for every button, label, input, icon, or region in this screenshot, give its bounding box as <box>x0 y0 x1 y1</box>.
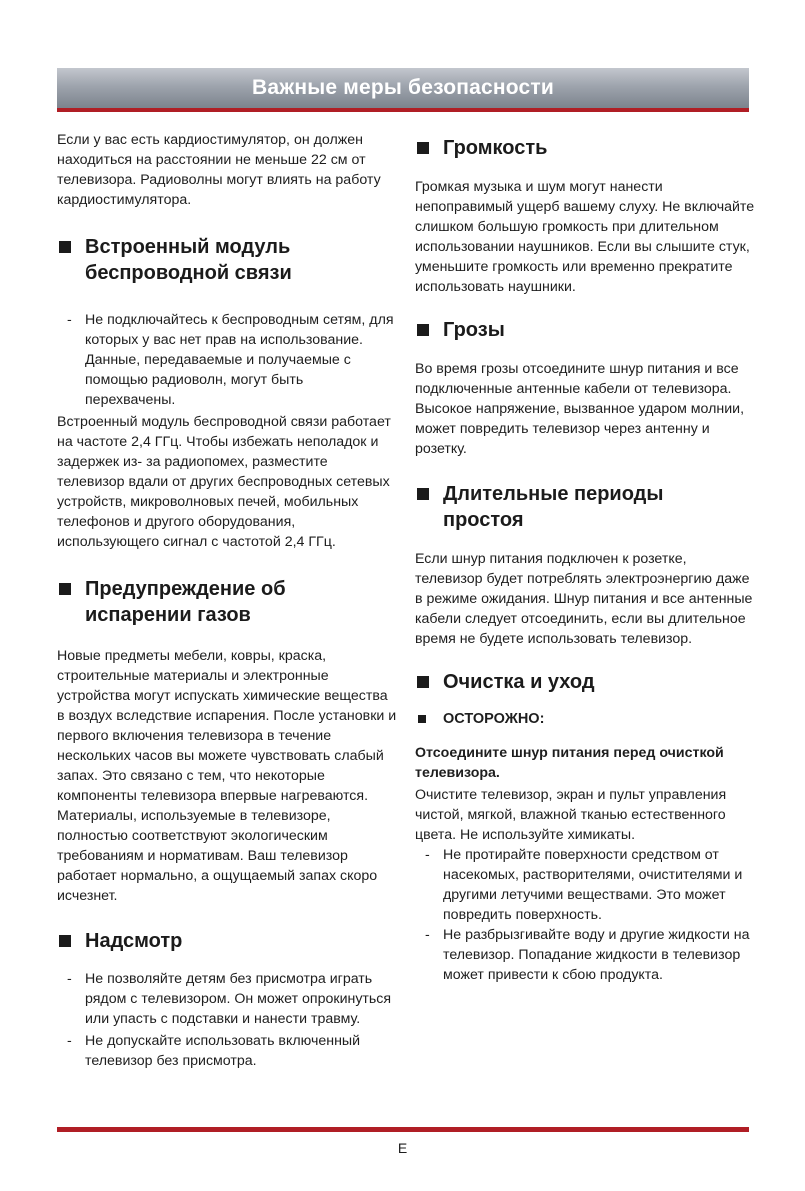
gas-paragraph: Новые предметы мебели, ковры, краска, строительные материалы и электронные устройства могут испускать химические вещества в воздух вследствие испарения. После установки и первого включения телевизора в течение нескольких часов вы можете чувствовать слабый запах. Это связано с тем, что некоторые компоненты телевизора впервые нагреваются. Материалы, используемые в телевизоре, полностью соответствуют экологическим требованиям и нормативам. Ваш телевизор работает нормально, а ощущаемый запах скоро исчезнет. <box>57 648 397 904</box>
idle-paragraph: Если шнур питания подключен к розетке, телевизор будет потреблять электроэнергию даже в режиме ожидания. Шнур питания и все антенные кабели следует отсоединить, если вы длительное время не будете использовать телевизор. <box>415 551 753 647</box>
supervision-list <box>57 969 397 1071</box>
list-item: - Не позволяйте детям без присмотра играть рядом с телевизором. Он может опрокинуться или упасть с подставки и нанести травму. <box>57 969 397 1029</box>
page-indicator: E <box>397 1140 408 1156</box>
cleaning-paragraph: Очистите телевизор, экран и пульт управления чистой, мягкой, влажной тканью естественного цвета. Не используйте химикаты. <box>415 787 727 843</box>
cleaning-heading: Очистка и уход <box>415 669 755 695</box>
wireless-paragraph: Встроенный модуль беспроводной связи работает на частоте 2,4 ГГц. Чтобы избежать неполадок и задержек из- за радиопомех, разместите телевизор вдали от других беспроводных сетевых устройств, микроволновых печей, мобильных телефонов и другого оборудования, использующего сигнал с частотой 2,4 ГГц. <box>57 414 391 550</box>
small-square-bullet-icon <box>418 715 426 723</box>
list-item: - Не протирайте поверхности средством от насекомых, растворителями, очистителями и другими летучими веществами. Это может повредить поверхность. <box>415 845 755 925</box>
supervision-heading: Надсмотр <box>57 928 397 954</box>
square-bullet-icon <box>59 935 71 947</box>
storms-heading: Грозы <box>415 317 755 343</box>
square-bullet-icon <box>59 241 71 253</box>
footer-divider <box>57 1127 749 1132</box>
list-item: - Не подключайтесь к беспроводным сетям, для которых у вас нет прав на использование. Данные, передаваемые и получаемые с помощью радиоволн, могут быть перехвачены. <box>57 310 397 410</box>
wireless-list <box>57 310 397 410</box>
right-column <box>415 130 755 985</box>
square-bullet-icon <box>59 583 71 595</box>
caution-heading: ОСТОРОЖНО: <box>415 709 755 729</box>
square-bullet-icon <box>417 676 429 688</box>
header-banner <box>57 68 749 112</box>
gas-heading: Предупреждение об испарении газов <box>57 576 397 628</box>
volume-paragraph: Громкая музыка и шум могут нанести непоправимый ущерб вашему слуху. Не включайте слишком большую громкость при длительном использовании наушников. Если вы слышите стук, уменьшите громкость или временно прекратите использовать наушники. <box>415 179 755 295</box>
storms-paragraph: Во время грозы отсоедините шнур питания и все подключенные антенные кабели от телевизора. Высокое напряжение, вызванное ударом молнии, может повредить телевизор через антенну и розетку. <box>415 361 745 457</box>
square-bullet-icon <box>417 142 429 154</box>
square-bullet-icon <box>417 324 429 336</box>
unplug-warning: Отсоедините шнур питания перед очисткой телевизора. <box>415 745 724 781</box>
idle-heading: Длительные периоды простоя <box>415 481 755 533</box>
pacemaker-paragraph: Если у вас есть кардиостимулятор, он должен находиться на расстоянии не меньше 22 см от телевизора. Радиоволны могут влиять на работу кардиостимулятора. <box>57 132 381 208</box>
square-bullet-icon <box>417 488 429 500</box>
left-column <box>57 130 397 1071</box>
wireless-heading: Встроенный модуль беспроводной связи <box>57 234 397 286</box>
list-item: - Не разбрызгивайте воду и другие жидкости на телевизор. Попадание жидкости в телевизор может привести к сбою продукта. <box>415 925 755 985</box>
volume-heading: Громкость <box>415 135 755 161</box>
list-item: - Не допускайте использовать включенный телевизор без присмотра. <box>57 1031 397 1071</box>
cleaning-list <box>415 845 755 985</box>
page-title: Важные меры безопасности <box>251 76 555 99</box>
